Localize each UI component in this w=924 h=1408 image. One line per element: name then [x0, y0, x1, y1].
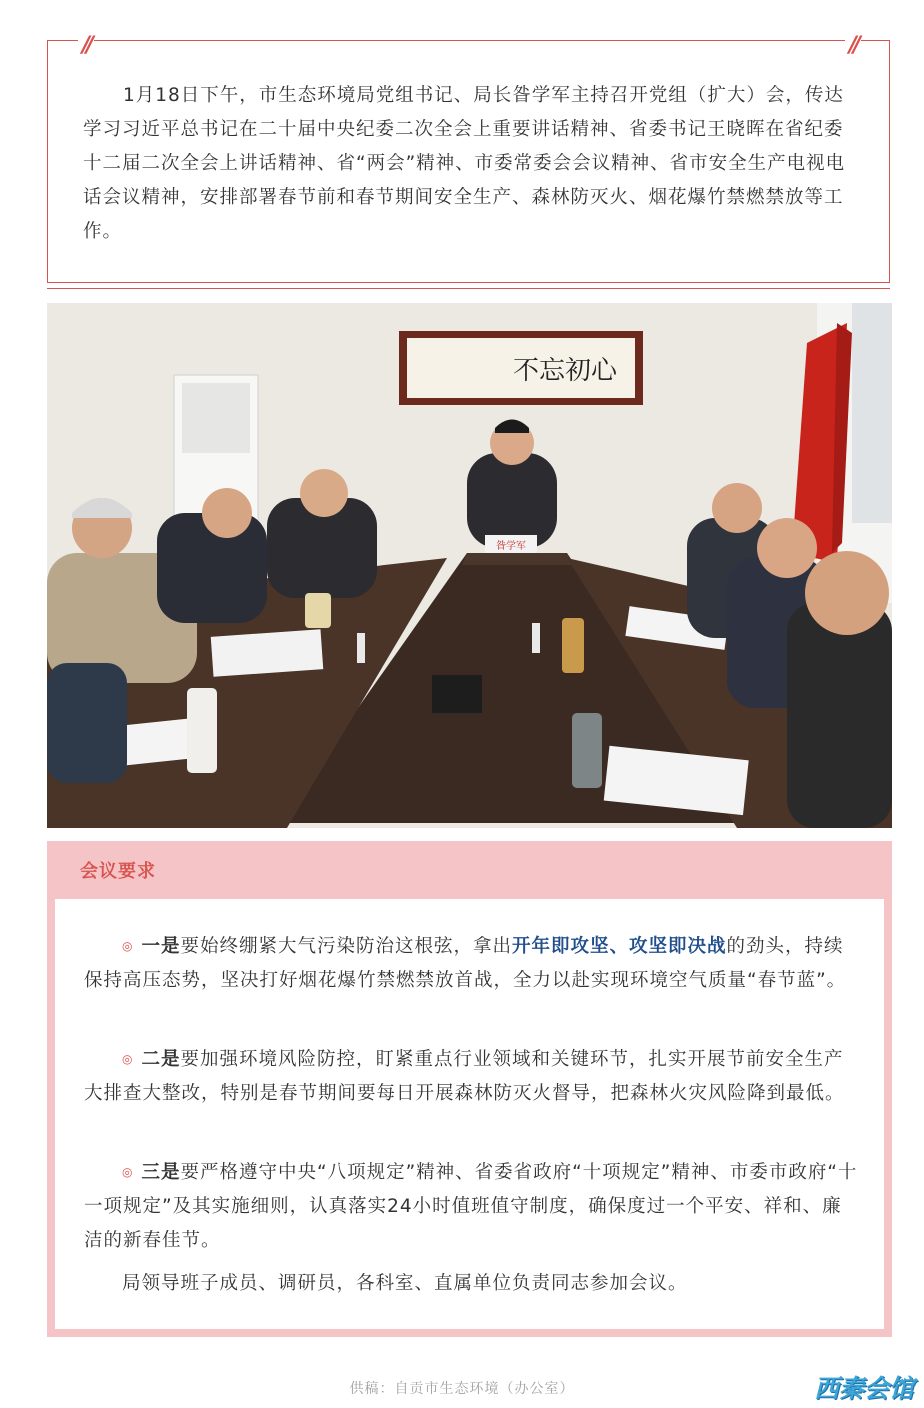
requirement-item-2 [84, 1042, 859, 1111]
requirement-highlight: 开年即攻坚、攻坚即决战 [512, 936, 727, 957]
requirements-content [55, 899, 884, 1329]
requirement-text: 要加强环境风险防控，盯紧重点行业领域和关键环节，扎实开展节前安全生产大排查大整改，特别是春节期间要每日开展森林防灭火督导，把森林火灾风险降到最低。 [84, 1049, 845, 1104]
bullet-icon: ◎ [122, 939, 134, 953]
requirement-lead: 二是 [141, 1049, 181, 1070]
requirement-text: 要严格遵守中央“八项规定”精神、省委省政府“十项规定”精神、市委市政府“十一项规定”及其实施细则，认真落实24小时值班值守制度，确保度过一个平安、祥和、廉洁的新春佳节。 [84, 1162, 858, 1251]
requirement-item-3 [84, 1155, 859, 1258]
section-title: 会议要求 [80, 861, 156, 882]
watermark-logo: 西秦会馆 [813, 1374, 914, 1403]
bullet-icon: ◎ [122, 1052, 134, 1066]
quote-left-icon: // [78, 35, 94, 57]
requirement-text: 要始终绷紧大气污染防治这根弦，拿出 [180, 936, 513, 957]
quote-right-icon: // [845, 35, 861, 57]
bullet-icon: ◎ [122, 1165, 134, 1179]
meeting-requirements-panel [47, 841, 892, 1337]
banner-text: 不忘初心 [512, 356, 617, 386]
intro-paragraph: 1月18日下午，市生态环境局党组书记、局长昝学军主持召开党组（扩大）会，传达学习习近平总书记在二十届中央纪委二次全会上重要讲话精神、省委书记王晓晖在省纪委十二届二次全会上讲话精神、省“两会”精神、市委常委会会议精神、省市安全生产电视电话会议精神，安排部署春节前和春节期间安全生产、森林防灭火、烟花爆竹禁燃禁放等工作。 [83, 85, 846, 242]
requirement-lead: 一是 [141, 936, 181, 957]
meeting-photo [47, 303, 892, 828]
credit-line: 供稿：自贡市生态环境（办公室） [349, 1381, 575, 1397]
requirement-text: 的劲头，持续保持高压态势，坚决打好烟花爆竹禁燃禁放首战，全力以赴实现环境空气质量“春节蓝”。 [84, 936, 847, 991]
requirement-item-1 [84, 929, 859, 998]
intro-box [47, 33, 890, 283]
closing-paragraph: 局领导班子成员、调研员，各科室、直属单位负责同志参加会议。 [122, 1273, 688, 1294]
nameplate-text: 昝学军 [496, 541, 526, 552]
requirement-lead: 三是 [141, 1162, 181, 1183]
